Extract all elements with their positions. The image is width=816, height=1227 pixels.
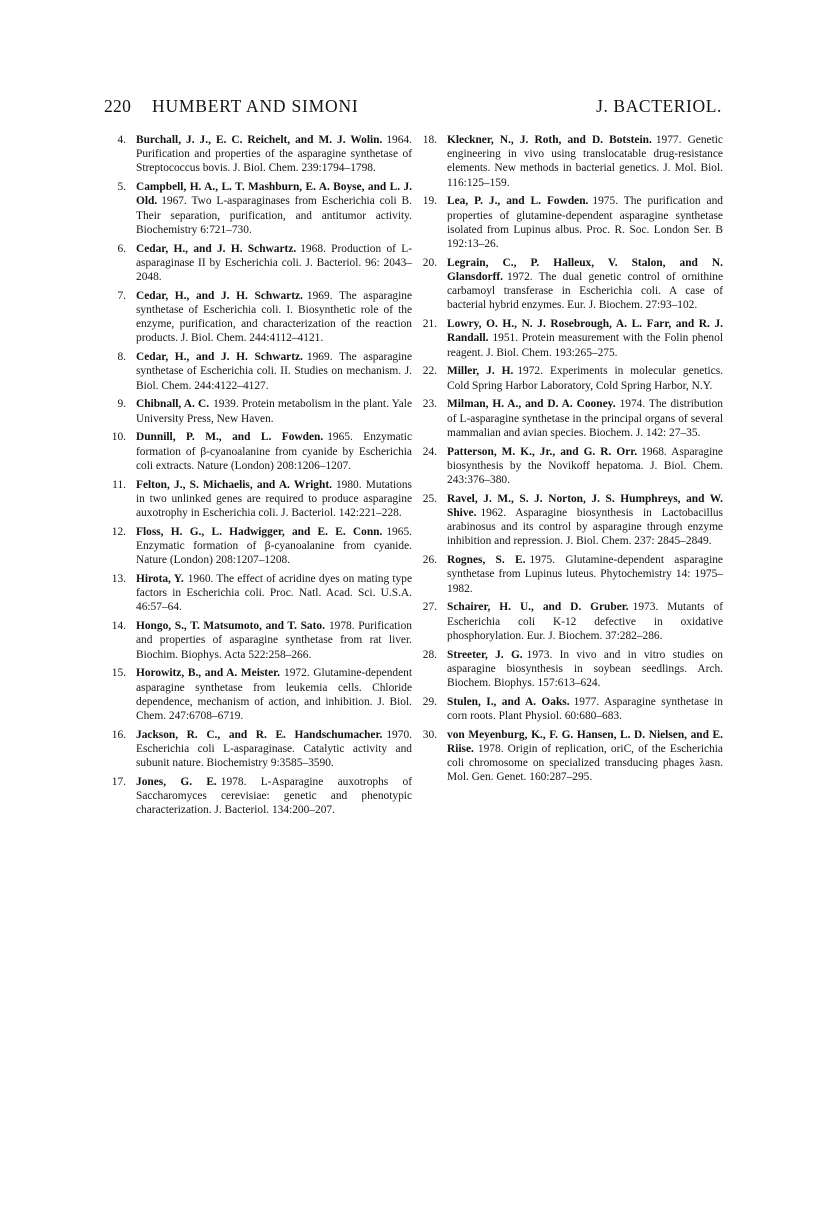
reference-number: 16. [111, 728, 126, 741]
reference-entry [104, 478, 412, 521]
references-left-column [104, 133, 412, 822]
reference-text: 1962. Asparagine biosynthesis in Lactobacillus arabinosus and its control by asparagine through enzyme inhibition and repression. J. Biol. Chem. 237: 2845–2849. [447, 507, 723, 548]
reference-authors: Felton, J., S. Michaelis, and A. Wright. [136, 478, 332, 491]
reference-text: 1980. Mutations in two unlinked genes are required to produce asparagine auxotrophy in Escherichia coli. J. Bacteriol. 142:221–228. [136, 478, 412, 520]
reference-number: 30. [422, 728, 437, 741]
reference-entry [104, 572, 412, 615]
reference-authors: Patterson, M. K., Jr., and G. R. Orr. [447, 445, 638, 458]
reference-number: 8. [117, 351, 126, 364]
reference-authors: Cedar, H., and J. H. Schwartz. [136, 351, 303, 364]
reference-authors: Cedar, H., and J. H. Schwartz. [136, 289, 303, 302]
reference-text: 1978. Origin of replication, oriC, of the Escherichia coli chromosome on specialized transducing phages λasn. Mol. Gen. Genet. 160:287–295. [447, 743, 723, 784]
reference-entry [104, 619, 412, 662]
reference-authors: Hongo, S., T. Matsumoto, and T. Sato. [136, 620, 325, 633]
reference-authors: Rognes, S. E. [447, 554, 526, 567]
reference-entry [415, 133, 723, 190]
reference-text: 1972. The dual genetic control of ornithine carbamoyl transferase in Escherichia coli. A case of bacterial hybrid enzymes. Eur. J. Biochem. 27:93–102. [447, 271, 723, 312]
reference-entry [415, 445, 723, 488]
reference-text: 1939. Protein metabolism in the plant. Yale University Press, New Haven. [136, 398, 413, 425]
reference-authors: Campbell, H. A., L. T. Mashburn, E. A. Boyse, and L. J. Old. [136, 181, 412, 208]
reference-text: 1965. Enzymatic formation of β-cyanoalanine from cyanide by Escherichia coli extracts. Nature (London) 208:1206–1207. [136, 431, 413, 472]
reference-authors: Miller, J. H. [447, 365, 514, 378]
reference-entry [104, 133, 412, 176]
reference-authors: Stulen, I., and A. Oaks. [447, 695, 570, 708]
reference-number: 27. [422, 601, 437, 614]
reference-authors: Hirota, Y. [136, 573, 184, 586]
reference-entry [415, 194, 723, 251]
reference-number: 11. [112, 478, 126, 491]
reference-authors: Jones, G. E. [136, 776, 217, 789]
reference-authors: Jackson, R. C., and R. E. Handschumacher. [136, 728, 383, 741]
reference-entry [104, 180, 412, 237]
reference-authors: Cedar, H., and J. H. Schwartz. [136, 242, 297, 255]
reference-entry [415, 728, 723, 785]
reference-entry [104, 397, 412, 425]
reference-entry [415, 492, 723, 549]
reference-authors: von Meyenburg, K., F. G. Hansen, L. D. Nielsen, and E. Riise. [447, 728, 723, 756]
reference-entry [104, 775, 412, 818]
reference-text: 1969. The asparagine synthetase of Escherichia coli. II. Studies on mechanism. J. Biol. Chem. 244:4122–4127. [136, 351, 412, 392]
reference-number: 23. [422, 398, 437, 411]
reference-text: 1973. In vivo and in vitro studies on asparagine biosynthesis in soybean seedlings. Arch. Biochem. Biophys. 157:613–624. [447, 648, 723, 690]
reference-number: 28. [422, 648, 437, 661]
reference-text: 1977. Asparagine synthetase in corn roots. Plant Physiol. 60:680–683. [447, 695, 723, 723]
reference-text: 1972. Glutamine-dependent asparagine synthetase from leukemia cells. Chloride dependence, mechanism of action, and inhibition. J. Biol. Chem. 247:6708–6719. [136, 667, 412, 723]
reference-entry [415, 648, 723, 691]
reference-entry [104, 666, 412, 723]
reference-authors: Lea, P. J., and L. Fowden. [447, 195, 589, 208]
reference-text: 1974. The distribution of L-asparagine synthetase in the principal organs of several mammalian and avian species. Biochem. J. 142: 27–35. [447, 398, 723, 439]
reference-number: 9. [117, 398, 126, 411]
reference-number: 18. [422, 134, 437, 146]
reference-text: 1972. Experiments in molecular genetics. Cold Spring Harbor Laboratory, Cold Spring Harbor, N.Y. [447, 365, 723, 392]
running-head-journal: J. BACTERIOL. [596, 96, 722, 116]
reference-text: 1951. Protein measurement with the Folin phenol reagent. J. Biol. Chem. 193:265–275. [447, 332, 723, 359]
reference-text: 1967. Two L-asparaginases from Escherichia coli B. Their separation, purification, and antitumor activity. Biochemistry 6:721–730. [136, 195, 412, 236]
reference-entry [415, 256, 723, 313]
reference-entry [104, 289, 412, 346]
reference-authors: Chibnall, A. C. [136, 398, 210, 411]
reference-authors: Ravel, J. M., S. J. Norton, J. S. Humphreys, and W. Shive. [447, 492, 723, 520]
reference-text: 1978. Purification and properties of asparagine synthetase from rat liver. Biochim. Biophys. Acta 522:258–266. [136, 620, 412, 661]
reference-entry [104, 430, 412, 473]
reference-authors: Kleckner, N., J. Roth, and D. Botstein. [447, 134, 652, 146]
reference-number: 24. [422, 445, 437, 458]
reference-number: 21. [422, 318, 437, 331]
page-header [104, 92, 722, 122]
reference-authors: Horowitz, B., and A. Meister. [136, 667, 281, 680]
page-number: 220 [104, 96, 132, 116]
reference-authors: Floss, H. G., L. Hadwigger, and E. E. Conn. [136, 525, 383, 538]
reference-authors: Milman, H. A., and D. A. Cooney. [447, 398, 616, 411]
reference-text: 1960. The effect of acridine dyes on mating type factors in Escherichia coli. Proc. Natl. Acad. Sci. U.S.A. 46:57–64. [136, 573, 413, 614]
reference-text: 1965. Enzymatic formation of β-cyanoalanine from cyanide. Nature (London) 208:1207–1208. [136, 525, 412, 567]
reference-number: 19. [422, 195, 437, 208]
reference-authors: Burchall, J. J., E. C. Reichelt, and M. J. Wolin. [136, 134, 383, 146]
reference-entry [415, 317, 723, 360]
reference-text: 1970. Escherichia coli L-asparaginase. Catalytic activity and subunit nature. Biochemistry 9:3585–3590. [136, 728, 412, 770]
reference-entry [104, 242, 412, 285]
reference-number: 26. [422, 554, 437, 567]
reference-number: 7. [117, 289, 126, 302]
reference-authors: Schairer, H. U., and D. Gruber. [447, 601, 629, 614]
reference-authors: Streeter, J. G. [447, 648, 523, 661]
reference-number: 5. [117, 181, 126, 194]
reference-entry [415, 364, 723, 392]
reference-entry [104, 728, 412, 771]
reference-number: 25. [422, 492, 437, 505]
reference-entry [415, 397, 723, 440]
reference-text: 1975. The purification and properties of glutamine-dependent asparagine synthetase isolated from Lupinus albus. Proc. R. Soc. London Ser. B 192:13–26. [447, 195, 723, 251]
reference-authors: Legrain, C., P. Halleux, V. Stalon, and N. Glansdorff. [447, 256, 723, 284]
reference-entry [415, 695, 723, 723]
reference-number: 17. [111, 776, 126, 789]
reference-number: 14. [111, 620, 126, 633]
reference-number: 29. [422, 695, 437, 708]
references-right-column [415, 133, 723, 789]
reference-entry [415, 600, 723, 643]
reference-number: 15. [111, 667, 126, 680]
reference-text: 1975. Glutamine-dependent asparagine synthetase from Lupinus luteus. Phytochemistry 14: 1975–1982. [447, 554, 723, 595]
reference-number: 6. [117, 242, 126, 255]
reference-number: 10. [111, 431, 126, 444]
reference-number: 22. [422, 365, 437, 378]
reference-text: 1968. Asparagine biosynthesis by the Novikoff hepatoma. J. Biol. Chem. 243:376–380. [447, 445, 723, 487]
reference-entry [104, 525, 412, 568]
reference-number: 13. [111, 573, 126, 586]
reference-authors: Lowry, O. H., N. J. Rosebrough, A. L. Farr, and R. J. Randall. [447, 318, 723, 345]
reference-text: 1978. L-Asparagine auxotrophs of Saccharomyces cerevisiae: genetic and phenotypic characterization. J. Bacteriol. 134:200–207. [136, 776, 412, 817]
reference-text: 1969. The asparagine synthetase of Escherichia coli. I. Biosynthetic role of the enzyme, purification, and characterization of the reaction products. J. Biol. Chem. 244:4112–4121. [136, 289, 412, 345]
reference-text: 1964. Purification and properties of the asparagine synthetase of Streptococcus bovis. J. Biol. Chem. 239:1794–1798. [136, 134, 412, 175]
reference-number: 12. [111, 525, 126, 538]
running-head-authors: HUMBERT AND SIMONI [152, 96, 359, 116]
reference-number: 4. [117, 134, 126, 146]
reference-entry [104, 350, 412, 393]
reference-text: 1977. Genetic engineering in vivo using translocatable drug-resistance elements. New methods in bacterial genetics. J. Mol. Biol. 116:125–159. [447, 134, 723, 189]
reference-authors: Dunnill, P. M., and L. Fowden. [136, 431, 324, 444]
reference-text: 1968. Production of L-asparaginase II by Escherichia coli. J. Bacteriol. 96: 2043–2048. [136, 242, 412, 284]
reference-number: 20. [422, 256, 437, 269]
reference-entry [415, 553, 723, 596]
reference-text: 1973. Mutants of Escherichia coli K-12 defective in oxidative phosphorylation. Eur. J. Biochem. 37:282–286. [447, 601, 724, 642]
